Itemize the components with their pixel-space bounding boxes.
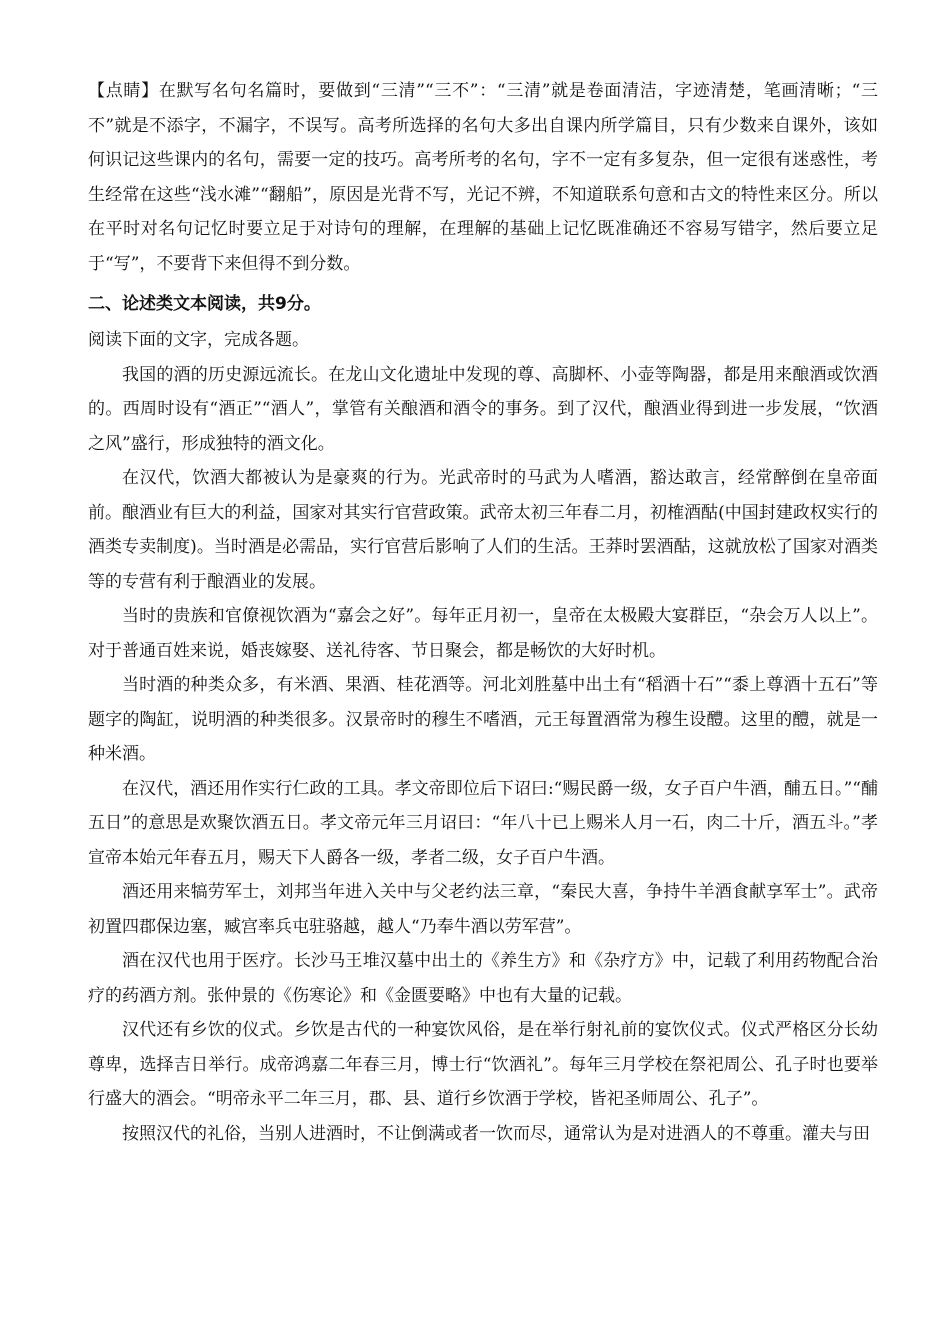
tip-paragraph: 【点睛】在默写名句名篇时，要做到“三清”“三不”：“三清”就是卷面清洁，字迹清楚，笔画清晰；“三不”就是不添字，不漏字，不误写。高考所选择的名句大多出自课内所学篇目，只有少数来自课外，该如何识记这些课内的名句，需要一定的技巧。高考所考的名句，字不一定有多复杂，但一定很有迷惑性，考生经常在这些“浅水滩”“翻船”，原因是光背不写，光记不辨，不知道联系句意和古文的特性来区分。所以在平时对名句记忆时要立足于对诗句的理解，在理解的基础上记忆既准确还不容易写错字，然后要立足于“写”，不要背下来但得不到分数。 [88,81,878,274]
section-instruction: 阅读下面的文字，完成各题。 [88,330,309,350]
document-page [88,74,878,1151]
passage-paragraph: 酒在汉代也用于医疗。长沙马王堆汉墓中出土的《养生方》和《杂疗方》中，记载了利用药物配合治疗的药酒方剂。张仲景的《伤寒论》和《金匮要略》中也有大量的记载。 [88,951,878,1006]
section-heading: 二、论述类文本阅读，共9分。 [88,294,321,314]
passage-paragraph: 按照汉代的礼俗，当别人进酒时，不让倒满或者一饮而尽，通常认为是对进酒人的不尊重。灌夫与田 [122,1123,870,1144]
passage-paragraph: 在汉代，酒还用作实行仁政的工具。孝文帝即位后下诏曰:“赐民爵一级，女子百户牛酒，酺五日。”“酺五日”的意思是欢聚饮酒五日。孝文帝元年三月诏曰：“年八十已上赐米人月一石，肉二十斤，酒五斗。”孝宣帝本始元年春五月，赐天下人爵各一级，孝者二级，女子百户牛酒。 [88,778,878,868]
passage-paragraph: 在汉代，饮酒大都被认为是豪爽的行为。光武帝时的马武为人嗜酒，豁达敢言，经常醉倒在皇帝面前。酿酒业有巨大的利益，国家对其实行官营政策。武帝太初三年春二月，初榷酒酤(中国封建政权实行的酒类专卖制度)。当时酒是必需品，实行官营后影响了人们的生活。王莽时罢酒酤，这就放松了国家对酒类等的专营有利于酿酒业的发展。 [88,468,878,592]
passage-paragraph: 汉代还有乡饮的仪式。乡饮是古代的一种宴饮风俗，是在举行射礼前的宴饮仪式。仪式严格区分长幼尊卑，选择吉日举行。成帝鸿嘉二年春三月，博士行“饮酒礼”。每年三月学校在祭祀周公、孔子时也要举行盛大的酒会。“明帝永平二年三月，郡、县、道行乡饮酒于学校，皆祀圣师周公、孔子”。 [88,1020,878,1109]
passage-paragraph: 我国的酒的历史源远流长。在龙山文化遗址中发现的尊、高脚杯、小壶等陶器，都是用来酿酒或饮酒的。西周时设有“酒正”“酒人”，掌管有关酿酒和酒令的事务。到了汉代，酿酒业得到进一步发展，“饮酒之风”盛行，形成独特的酒文化。 [88,364,878,454]
passage-paragraph: 酒还用来犒劳军士，刘邦当年进入关中与父老约法三章，“秦民大喜，争持牛羊酒食献享军士”。武帝初置四郡保边塞，臧宫率兵屯驻骆越，越人“乃奉牛酒以劳军营”。 [88,882,878,937]
passage-paragraph: 当时的贵族和官僚视饮酒为“嘉会之好”。每年正月初一，皇帝在太极殿大宴群臣，“杂会万人以上”。对于普通百姓来说，婚丧嫁娶、送礼待客、节日聚会，都是畅饮的大好时机。 [88,606,878,661]
passage-paragraph: 当时酒的种类众多，有米酒、果酒、桂花酒等。河北刘胜墓中出土有“稻酒十石”“黍上尊酒十五石”等题字的陶缸，说明酒的种类很多。汉景帝时的穆生不嗜酒，元王每置酒常为穆生设醴。这里的醴，就是一种米酒。 [88,675,878,764]
passage [88,358,878,1152]
